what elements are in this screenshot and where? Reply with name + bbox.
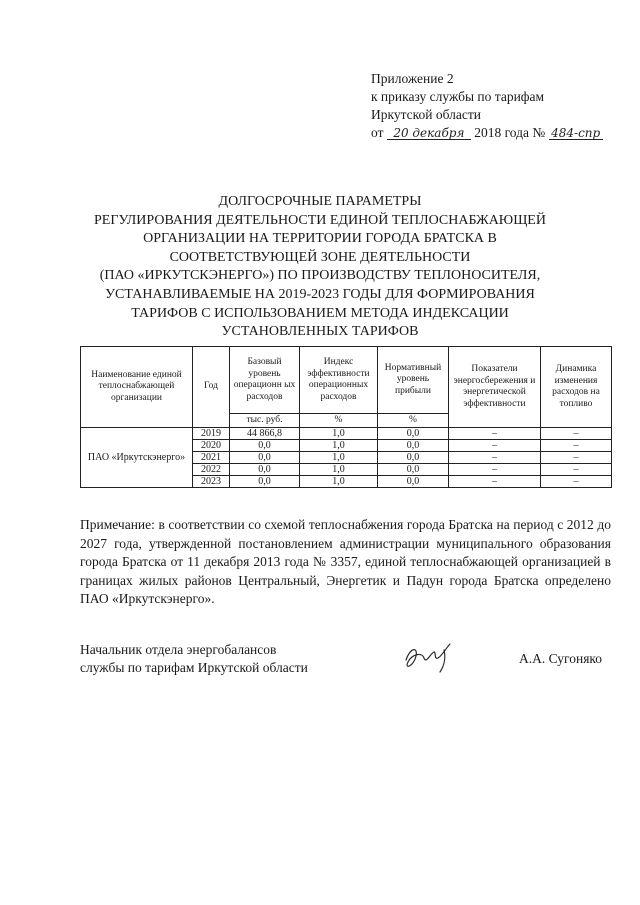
date-suffix: 2018 года № xyxy=(474,125,546,140)
header-energy: Показатели энергосбережения и энергетической эффективности xyxy=(449,347,541,428)
cell-energy: – xyxy=(449,476,541,488)
signer-position-line-2: службы по тарифам Иркутской области xyxy=(80,660,308,675)
title-line-7: ТАРИФОВ С ИСПОЛЬЗОВАНИЕМ МЕТОДА ИНДЕКСАЦИИ xyxy=(131,305,509,321)
cell-index: 1,0 xyxy=(300,464,378,476)
table-header-row xyxy=(81,347,612,414)
parameters-table xyxy=(80,346,612,488)
title-line-4: СООТВЕТСТВУЮЩЕЙ ЗОНЕ ДЕЯТЕЛЬНОСТИ xyxy=(169,249,471,265)
signer-name: А.А. Сугоняко xyxy=(519,651,603,666)
unit-base: тыс. руб. xyxy=(230,414,300,428)
cell-index: 1,0 xyxy=(300,428,378,440)
cell-fuel: – xyxy=(541,440,612,452)
cell-energy: – xyxy=(449,452,541,464)
cell-fuel: – xyxy=(541,452,612,464)
title-line-2: РЕГУЛИРОВАНИЯ ДЕЯТЕЛЬНОСТИ ЕДИНОЙ ТЕПЛОСНАБЖАЮЩЕЙ xyxy=(94,212,546,228)
appendix-date-line xyxy=(371,124,621,142)
cell-base: 0,0 xyxy=(230,452,300,464)
cell-year: 2022 xyxy=(193,464,230,476)
cell-year: 2020 xyxy=(193,440,230,452)
document-title xyxy=(70,193,570,342)
header-profit: Нормативный уровень прибыли xyxy=(378,347,449,414)
cell-index: 1,0 xyxy=(300,476,378,488)
cell-profit: 0,0 xyxy=(378,476,449,488)
title-line-8: УСТАНОВЛЕННЫХ ТАРИФОВ xyxy=(221,324,419,340)
header-base: Базовый уровень операционн ых расходов xyxy=(230,347,300,414)
cell-energy: – xyxy=(449,464,541,476)
header-org: Наименование единой теплоснабжающей организации xyxy=(81,347,193,428)
title-line-1: ДОЛГОСРОЧНЫЕ ПАРАМЕТРЫ xyxy=(218,194,422,209)
title-line-5: (ПАО «ИРКУТСКЭНЕРГО») ПО ПРОИЗВОДСТВУ ТЕПЛОНОСИТЕЛЯ, xyxy=(99,268,541,284)
unit-profit: % xyxy=(378,414,449,428)
appendix-line-1: Приложение 2 xyxy=(371,71,454,86)
cell-profit: 0,0 xyxy=(378,464,449,476)
cell-base: 44 866,8 xyxy=(230,428,300,440)
header-year: Год xyxy=(193,347,230,428)
cell-year: 2019 xyxy=(193,428,230,440)
cell-fuel: – xyxy=(541,428,612,440)
cell-index: 1,0 xyxy=(300,440,378,452)
header-fuel: Динамика изменения расходов на топливо xyxy=(541,347,612,428)
cell-energy: – xyxy=(449,428,541,440)
cell-profit: 0,0 xyxy=(378,452,449,464)
date-prefix: от xyxy=(371,125,384,140)
cell-fuel: – xyxy=(541,464,612,476)
title-line-3: ОРГАНИЗАЦИИ НА ТЕРРИТОРИИ ГОРОДА БРАТСКА В xyxy=(143,231,497,247)
header-index: Индекс эффективности операционных расходов xyxy=(300,347,378,414)
cell-profit: 0,0 xyxy=(378,440,449,452)
cell-year: 2023 xyxy=(193,476,230,488)
note-paragraph: Примечание: в соответствии со схемой теплоснабжения города Братска на период с 2012 до 2027 года, утвержденной постановлением администрации муниципального образования города Братска от 11 декабря 2013 года № 3357, единой теплоснабжающей организацией в границах жилых районов Центральный, Энергетик и Падун города Братска определено ПАО «Иркутскэнерго». xyxy=(80,517,611,606)
appendix-block xyxy=(371,70,621,142)
cell-fuel: – xyxy=(541,476,612,488)
cell-index: 1,0 xyxy=(300,452,378,464)
cell-profit: 0,0 xyxy=(378,428,449,440)
cell-base: 0,0 xyxy=(230,464,300,476)
cell-energy: – xyxy=(449,440,541,452)
table-row xyxy=(81,428,612,440)
appendix-line-3: Иркутской области xyxy=(371,107,482,122)
handwritten-order-number: 484-спр xyxy=(549,127,603,140)
unit-index: % xyxy=(300,414,378,428)
handwritten-signature xyxy=(400,640,460,674)
signer-position xyxy=(80,641,308,677)
cell-year: 2021 xyxy=(193,452,230,464)
appendix-line-2: к приказу службы по тарифам xyxy=(371,89,545,104)
org-name-cell: ПАО «Иркутскэнерго» xyxy=(81,428,193,488)
title-line-6: УСТАНАВЛИВАЕМЫЕ НА 2019-2023 ГОДЫ ДЛЯ ФОРМИРОВАНИЯ xyxy=(105,286,535,302)
signer-position-line-1: Начальник отдела энергобалансов xyxy=(80,642,277,657)
cell-base: 0,0 xyxy=(230,440,300,452)
handwritten-date: 20 декабря xyxy=(387,127,471,140)
cell-base: 0,0 xyxy=(230,476,300,488)
